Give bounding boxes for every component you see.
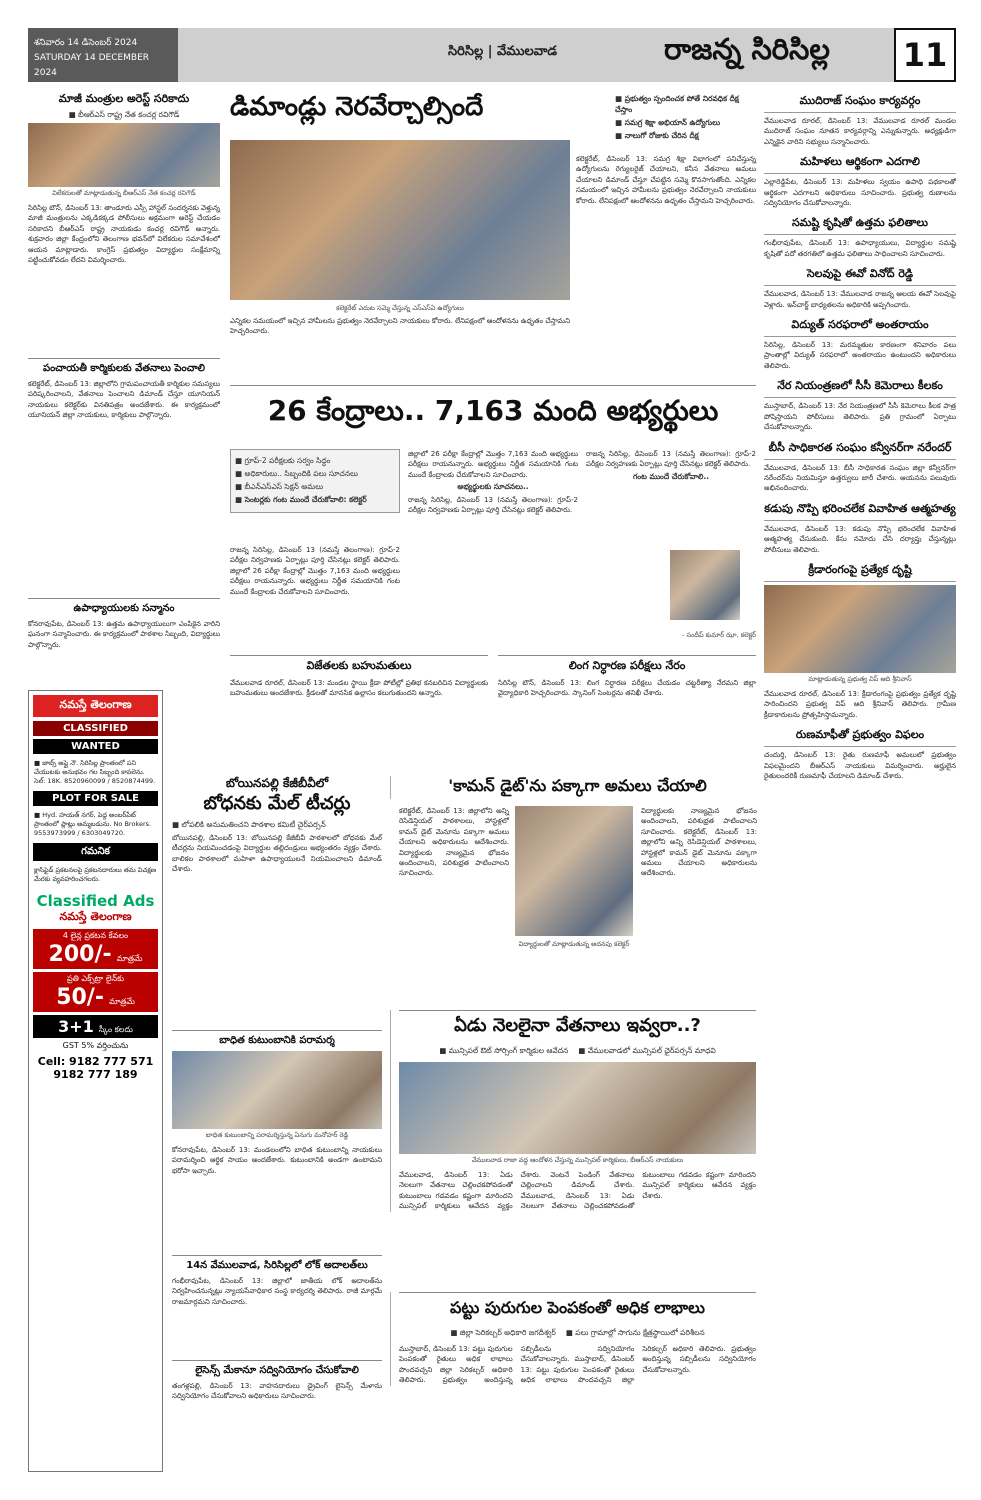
article-body xyxy=(172,1381,382,1402)
brief-article xyxy=(764,153,956,208)
headline: 14న వేములవాడ, సిరిసిల్లలో లోక్ అదాలత్‌లు xyxy=(186,1260,368,1271)
brief-body: వేములవాడ రూరల్, డిసెంబర్ 13: వేములవాడ రూరల్ మండల ముదిరాజ్ సంఘం నూతన కార్యవర్గాన్ని ఎన్నుకున్నారు. అధ్యక్షుడిగా ఎన్నికైన వారిని సభ్యులు సన్మానించారు. xyxy=(764,117,956,146)
divider xyxy=(399,1292,756,1293)
headline: 26 కేంద్రాలు.. 7,163 మంది అభ్యర్థులు xyxy=(267,394,719,427)
article-silk xyxy=(390,1292,756,1386)
caption: వేములవాడ రాజా వద్ద ఆందోళన చేస్తున్న మున్సిపల్ కార్మికులు, బీఆర్ఎస్ నాయకులు xyxy=(471,1156,684,1164)
article-body xyxy=(28,379,220,421)
tag: ■ మున్సిపల్ ఔట్ సోర్సింగ్ కార్మికుల ఆవేదన xyxy=(439,1046,569,1055)
ads-brand: Classified Ads xyxy=(36,892,155,910)
paragraph: వేములవాడ, డిసెంబర్ 13: ఏడు నెలలుగా వేతనాలు చెల్లించకపోవడంతో కుటుంబాలు గడవడం కష్టంగా మారిందని మున్సిపల్ కార్మికులు ఆవేదన వ్యక్తం చేశారు. xyxy=(399,1171,541,1211)
paragraph: కోనరావుపేట, డిసెంబర్ 13: ఉత్తమ ఉపాధ్యాయులుగా ఎంపికైన వారిని ఘనంగా సన్మానించారు. ఈ కార్యక్రమంలో పాఠశాల సిబ్బంది, విద్యార్థులు పాల్గొన్నారు. xyxy=(28,620,221,649)
classified-brand: నమస్తే తెలంగాణ xyxy=(33,695,158,717)
headline-line-2: బోధనకు మేల్ టీచర్లు xyxy=(203,793,351,814)
divider xyxy=(28,598,220,599)
paragraph: కోనరావుపేట, డిసెంబర్ 13: మండలంలోని బాధిత కుటుంబాన్ని నాయకులు పరామర్శించి ఆర్థిక సాయం అందజేశారు. కుటుంబానికి అండగా ఉంటామని భరోసా ఇచ్చారు. xyxy=(172,1146,382,1175)
tag: ■ పలు గ్రామాల్లో సాగును క్షేత్రస్థాయిలో పరిశీలన xyxy=(565,1328,705,1337)
brief-headline: నేర నియంత్రణలో సీసీ కెమెరాలు కీలకం xyxy=(764,377,956,398)
brief-article xyxy=(764,561,956,720)
paragraph: వెంటనే పెండింగ్ వేతనాలు చెల్లించాలని డిమాండ్ చేశారు. xyxy=(520,1171,635,1190)
subhead: ■ లోపలికి అనుమతించని పాఠశాల కమిటీ చైర్‌పర్సన్ xyxy=(172,820,326,829)
brief-headline: బీసీ సాధికారత సంఘం కన్వీనర్‌గా నరేందర్ xyxy=(764,439,956,460)
article-body xyxy=(399,1170,756,1212)
paragraph: బాలికల పాఠశాలలో మహిళా ఉపాధ్యాయులనే నియమించాలని డిమాండ్ చేశారు. xyxy=(172,854,382,874)
brief-headline: సెలవుపై ఈవో వినోద్ రెడ్డి xyxy=(764,265,956,286)
price-2-suffix: మాత్రమే xyxy=(109,997,135,1006)
article-body xyxy=(172,1145,382,1176)
divider xyxy=(172,1360,382,1361)
brief-headline: మహిళలు ఆర్థికంగా ఎదగాలి xyxy=(764,153,956,174)
article-salaries xyxy=(390,1010,756,1212)
price-box-2 xyxy=(33,972,158,1012)
headline: 'కామన్ డైట్'ను పక్కాగా అమలు చేయాలి xyxy=(448,776,707,795)
article-body xyxy=(498,678,756,699)
page-title: రాజన్న సిరిసిల్ల xyxy=(664,32,830,66)
phone-2: 9182 777 189 xyxy=(53,1068,138,1081)
tag-row xyxy=(399,1326,756,1341)
paragraph: విద్యార్థులకు నాణ్యమైన భోజనం అందించాలని, పరిశుభ్రత పాటించాలని సూచించారు. xyxy=(399,848,509,878)
divider xyxy=(172,1030,382,1031)
brief-article xyxy=(764,92,956,147)
paragraph: ఎన్నికల సమయంలో ఇచ్చిన హామీలను ప్రభుత్వం నెరవేర్చాలని నాయకులు కోరారు. లేనిపక్షంలో ఆందోళనను ఉధృతం చేస్తామని హెచ్చరించారు. xyxy=(576,175,756,205)
subhead: ■ బీఆర్ఎస్ రాష్ట్ర నేత కంచర్ల రవిగౌడ్ xyxy=(68,110,180,119)
notice-text: క్లాసిఫైడ్ ప్రకటనలపై ప్రకటనదారులు తమ విచక్షణ మేరకు వ్యవహరించగలరు. xyxy=(34,866,157,883)
bullet: ■ సమగ్ర శిక్షా అభియాన్ ఉద్యోగులు xyxy=(615,118,721,127)
brief-headline: విద్యుత్ సరఫరాలో అంతరాయం xyxy=(764,316,956,337)
caption: బాధిత కుటుంబాన్ని పరామర్శిస్తున్న ఏనుగు మనోహర్ రెడ్డి xyxy=(205,1131,349,1139)
caption: విలేకరులతో మాట్లాడుతున్న బీఆర్ఎస్ నేత కంచర్ల రవిగౌడ్ xyxy=(52,189,196,197)
box-item: ■ అధికారులు.. సిబ్బందికి పలు సూచనలు xyxy=(235,469,359,478)
wanted-text: ■ జాబ్స్ అప్లై నౌ. సిరిసిల్ల ప్రాంతంలో పని చేయుటకు అనుభవం గల సిబ్బంది కావలెను. సెల్: 18K. 8520960099 / 8520874499. xyxy=(34,759,156,785)
date-telugu: శనివారం 14 డిసెంబర్ 2024 xyxy=(34,38,138,48)
article-body xyxy=(172,1276,382,1307)
article-body xyxy=(230,545,400,597)
box-item: ■ బీఎన్ఎస్ఎస్ సెక్షన్ అమలు xyxy=(235,482,324,491)
brief-body: గంభీరావుపేట, డిసెంబర్ 13: ఉపాధ్యాయులు, విద్యార్థుల సమష్టి కృషితో పదో తరగతిలో ఉత్తమ ఫలితాలు సాధించాలని సూచించారు. xyxy=(764,239,956,258)
classified-ad-panel xyxy=(28,690,163,1472)
price-1-suffix: మాత్రమే xyxy=(116,954,143,963)
brief-article xyxy=(764,500,956,555)
ads-line: నమస్తే తెలంగాణ xyxy=(59,910,132,923)
brief-body: వేములవాడ రూరల్, డిసెంబర్ 13: క్రీడారంగంపై ప్రభుత్వం ప్రత్యేక దృష్టి సారించిందని ప్రభుత్వ విప్ ఆది శ్రీనివాస్ తెలిపారు. గ్రామీణ క్రీడాకారులను ప్రోత్సహిస్తామన్నారు. xyxy=(764,689,956,719)
price-box-1 xyxy=(33,929,158,969)
article-lok-adalat xyxy=(172,1255,382,1307)
paragraph: కలెక్టరేట్, డిసెంబర్ 13: సమగ్ర శిక్షా విభాగంలో పనిచేస్తున్న ఉద్యోగులను రెగ్యులరైజ్ చేయాలని, కనీస వేతనాలు అమలు చేయాలని డిమాండ్ చేస్తూ చేపట్టిన సమ్మె కొనసాగుతోంది. xyxy=(576,155,756,184)
photo xyxy=(515,806,633,936)
brief-body: చందుర్తి, డిసెంబర్ 13: రైతు రుణమాఫీ అమలులో ప్రభుత్వం విఫలమైందని బీఆర్ఎస్ నాయకులు విమర్శించారు. అర్హులైన రైతులందరికీ రుణమాఫీ చేయాలని డిమాండ్ చేశారు. xyxy=(764,751,956,780)
paragraph: తంగళ్లపల్లి, డిసెంబర్ 13: వాహనదారులు డ్రైవింగ్ లైసెన్స్ మేళాను సద్వినియోగం చేసుకోవాలని అధికారులు సూచించారు. xyxy=(172,1382,382,1401)
photo xyxy=(399,1062,756,1154)
classified-tag: CLASSIFIED xyxy=(33,721,158,736)
brief-body: ఎల్లారెడ్డిపేట, డిసెంబర్ 13: మహిళలు స్వయం ఉపాధి పథకాలతో ఆర్థికంగా ఎదగాలని అధికారులు సూచించారు. ప్రభుత్వ రుణాలను సద్వినియోగం చేసుకోవాలన్నారు. xyxy=(764,178,956,208)
plot-tag: PLOT FOR SALE xyxy=(33,791,158,806)
extra-label: ప్రతి ఎక్స్‌ట్రా లైన్‌కు xyxy=(66,974,125,983)
paragraph: ఈ కార్యక్రమంలో యూనియన్ జిల్లా నాయకులు, కార్మికులు పాల్గొన్నారు. xyxy=(28,400,220,420)
inner-heading: గంట ముందే చేరుకోవాలి.. xyxy=(632,471,710,481)
paragraph: ముస్తాబాద్, డిసెంబర్ 13: పట్టు పురుగుల పెంపకంతో రైతులు అధిక లాభాలు పొందవచ్చని జిల్లా సెరికల్చర్ అధికారి తెలిపారు. ప్రభుత్వం అందిస్తున్న సబ్సిడీలను సద్వినియోగం చేసుకోవాలన్నారు. xyxy=(399,1345,635,1385)
photo xyxy=(764,585,956,673)
brief-article xyxy=(764,265,956,310)
brief-body: సిరిసిల్ల, డిసెంబర్ 13: మరమ్మతుల కారణంగా శనివారం పలు ప్రాంతాల్లో విద్యుత్ సరఫరాలో అంతరాయం ఉంటుందని అధికారులు తెలిపారు. xyxy=(764,341,956,370)
article-body xyxy=(172,833,382,875)
article-kgbv xyxy=(172,776,382,875)
paragraph: సిరిసిల్ల టౌన్, డిసెంబర్ 13: లింగ నిర్ధారణ పరీక్షలు చేయడం చట్టరీత్యా నేరమని జిల్లా వైద్యాధికారి హెచ్చరించారు. స్కానింగ్ సెంటర్లను తనిఖీ చేశారు. xyxy=(498,679,756,698)
highlight-box xyxy=(230,449,400,513)
brief-headline: క్రీడారంగంపై ప్రత్యేక దృష్టి xyxy=(764,561,956,582)
headline: పంచాయతీ కార్మికులకు వేతనాలు పెంచాలి xyxy=(43,363,205,374)
paragraph: వేములవాడ, డిసెంబర్ 13: ఏడు నెలలుగా వేతనాలు చెల్లించకపోవడంతో కుటుంబాలు గడవడం కష్టంగా మారిందని మున్సిపల్ కార్మికులు ఆవేదన వ్యక్తం చేశారు. xyxy=(520,1171,756,1211)
headline: లింగ నిర్ధారణ పరీక్షలు నేరం xyxy=(568,659,686,672)
paragraph: జిల్లాలో 26 పరీక్షా కేంద్రాల్లో మొత్తం 7,163 మంది అభ్యర్థులు పరీక్షలు రాయనున్నారు. అభ్యర్థులు నిర్ణీత సమయానికి గంట ముందే కేంద్రాలకు చేరుకోవాలని సూచించారు. xyxy=(230,566,400,596)
divider xyxy=(498,655,756,656)
divider xyxy=(28,358,220,359)
price-1: 200/- xyxy=(48,942,112,967)
brief-body: వేములవాడ, డిసెంబర్ 13: వేములవాడ రాజన్న ఆలయ ఈవో సెలవుపై వెళ్లారు. ఇన్‌చార్జ్ బాధ్యతలను అధికారికి అప్పగించారు. xyxy=(764,290,956,309)
article-arrest xyxy=(28,92,220,265)
article-demands xyxy=(230,92,756,336)
paragraph: జిల్లాలో 26 పరీక్షా కేంద్రాల్లో మొత్తం 7,163 మంది అభ్యర్థులు పరీక్షలు రాయనున్నారు. అభ్యర్థులు నిర్ణీత సమయానికి గంట ముందే కేంద్రాలకు చేరుకోవాలని సూచించారు. xyxy=(408,450,578,479)
page-number: 11 xyxy=(894,28,956,82)
inner-heading: అభ్యర్థులకు సూచనలు.. xyxy=(457,482,529,492)
paragraph: గంభీరావుపేట, డిసెంబర్ 13: జిల్లాలో జాతీయ లోక్ అదాలత్‌ను నిర్వహించనున్నట్లు న్యాయసేవాధికార సంస్థ కార్యదర్శి తెలిపారు. రాజీ మార్గమే రాజమార్గమని సూచించారు. xyxy=(172,1277,382,1306)
article-body xyxy=(399,806,509,879)
brief-body: వేములవాడ, డిసెంబర్ 13: బీసీ సాధికారత సంఘం జిల్లా కన్వీనర్‌గా నరేందర్‌ను నియమిస్తూ ఉత్తర్వులు జారీ చేశారు. ఆయనను పలువురు అభినందించారు. xyxy=(764,463,956,493)
headline-line-1: బోయినపల్లి కేజీబీవీలో xyxy=(225,776,329,790)
caption: కలెక్టరేట్ ఎదుట సమ్మె చేస్తున్న ఎస్ఎస్ఏ ఉద్యోగులు xyxy=(336,304,464,312)
offer-text: స్కీం కలదు xyxy=(98,1025,133,1034)
article-license xyxy=(172,1360,382,1402)
section-label: సిరిసిల్ల | వేములవాడ xyxy=(448,44,557,59)
box-item: ■ సెంటర్లకు గంట ముందే చేరుకోవాలి: కలెక్టర్ xyxy=(235,495,367,504)
photo xyxy=(28,123,220,187)
paragraph: కలెక్టరేట్, డిసెంబర్ 13: జిల్లాలోని అన్ని రెసిడెన్షియల్ పాఠశాలలు, హాస్టళ్లలో కామన్ డైట్ మెనూను పక్కాగా అమలు చేయాలని అధికారులను ఆదేశించారు. xyxy=(641,827,758,878)
article-body-3 xyxy=(586,449,756,484)
article-panchayat xyxy=(28,358,220,421)
offer-box xyxy=(33,1015,158,1038)
right-column xyxy=(764,92,956,781)
brief-headline: రుణమాఫీతో ప్రభుత్వం విఫలం xyxy=(764,726,956,747)
paragraph: వేములవాడ రూరల్, డిసెంబర్ 13: మండల స్థాయి క్రీడా పోటీల్లో ప్రతిభ కనబరిచిన విద్యార్థులకు బహుమతులు అందజేశారు. క్రీడలతో మానసిక ఉల్లాసం కలుగుతుందని అన్నారు. xyxy=(230,679,488,698)
divider xyxy=(172,1255,382,1256)
tag: ■ వేములవాడలో మున్సిపల్ ఛైర్‌పర్సన్ మాధవి xyxy=(578,1046,716,1055)
paragraph: రాజన్న సిరిసిల్ల, డిసెంబర్ 13 (నమస్తే తెలంగాణ): గ్రూప్-2 పరీక్షల నిర్వహణకు ఏర్పాట్లు పూర్తి చేసినట్లు కలెక్టర్ తెలిపారు. xyxy=(586,450,756,469)
brief-headline: ముదిరాజ్ సంఘం కార్యవర్గం xyxy=(764,92,956,113)
article-common-diet xyxy=(390,776,758,948)
paragraph: విద్యార్థులకు నాణ్యమైన భోజనం అందించాలని, పరిశుభ్రత పాటించాలని సూచించారు. xyxy=(641,807,757,836)
tag: ■ జిల్లా సెరికల్చర్ అధికారి జగదీశ్వర్ xyxy=(450,1328,556,1337)
photo-caption: - సందీప్ కుమార్ ఝా, కలెక్టర్ xyxy=(682,631,756,639)
article-exam xyxy=(230,385,756,639)
bullet-list xyxy=(615,92,755,144)
article-teachers-honour xyxy=(28,598,220,650)
brief-article xyxy=(764,214,956,259)
caption: మాట్లాడుతున్న ప్రభుత్వ విప్ ఆది శ్రీనివాస్ xyxy=(808,674,912,683)
article-body-2 xyxy=(408,449,578,515)
masthead xyxy=(28,28,956,82)
caption: విద్యార్థులతో మాట్లాడుతున్న అదనపు కలెక్టర్ xyxy=(518,940,630,948)
phone-1: Cell: 9182 777 571 xyxy=(37,1055,154,1068)
wanted-tag: WANTED xyxy=(33,739,158,754)
box-item: ■ గ్రూప్-2 పరీక్షలకు సర్వం సిద్ధం xyxy=(235,456,331,465)
brief-article xyxy=(764,726,956,781)
brief-body: ముస్తాబాద్, డిసెంబర్ 13: నేర నియంత్రణలో సీసీ కెమెరాలు కీలక పాత్ర పోషిస్తాయని పోలీసులు తెలిపారు. ప్రతి గ్రామంలో ఏర్పాటు చేసుకోవాలన్నారు. xyxy=(764,402,956,432)
brief-article xyxy=(764,316,956,371)
paragraph: కలెక్టరేట్, డిసెంబర్ 13: జిల్లాలోని అన్ని రెసిడెన్షియల్ పాఠశాలలు, హాస్టళ్లలో కామన్ డైట్ మెనూను పక్కాగా అమలు చేయాలని అధికారులను ఆదేశించారు. xyxy=(399,807,509,847)
article-body xyxy=(399,1344,756,1386)
bullet: ■ నాలుగో రోజుకు చేరిన దీక్ష xyxy=(615,131,699,140)
article-relief xyxy=(172,1030,382,1176)
article-gender-test xyxy=(498,655,756,699)
paragraph: కలెక్టరేట్, డిసెంబర్ 13: జిల్లాలోని గ్రామపంచాయతీ కార్మికుల సమస్యలు పరిష్కరించాలని, వేతనాలు పెంచాలని డిమాండ్ చేస్తూ యూనియన్ నాయకులు కలెక్టర్‌కు వినతిపత్రం అందజేశారు. xyxy=(28,380,220,409)
headline: పట్టు పురుగుల పెంపకంతో అధిక లాభాలు xyxy=(450,1298,705,1317)
paragraph: రాజన్న సిరిసిల్ల, డిసెంబర్ 13 (నమస్తే తెలంగాణ): గ్రూప్-2 పరీక్షల నిర్వహణకు ఏర్పాట్లు పూర్తి చేసినట్లు కలెక్టర్ తెలిపారు. xyxy=(408,495,578,515)
plot-text: ■ Hyd. హయత్ నగర్, పెద్ద అంబర్‌పేట్ ప్రాంతంలో ప్లాట్లు అమ్మబడును. No Brokers. 9553973999 / 6303049720. xyxy=(34,811,152,837)
tag-row xyxy=(399,1044,756,1059)
paragraph: సిరిసిల్ల టౌన్, డిసెంబర్ 13: తాండూరు ఎస్సీ హాస్టల్ సందర్శనకు వెళ్తున్న మాజీ మంత్రులను ఎక్కడికక్కడ పోలీసులు అక్రమంగా అరెస్ట్ చేయడం సరికాదని బీఆర్ఎస్ రాష్ట్ర నాయకుడు కంచర్ల రవిగౌడ్ అన్నారు. xyxy=(28,204,220,233)
photo xyxy=(172,1051,382,1129)
headline: విజేతలకు బహుమతులు xyxy=(306,659,412,672)
price-2: 50/- xyxy=(56,985,104,1010)
paragraph: బోయినపల్లి, డిసెంబర్ 13: బోయినపల్లి కేజీబీవీ పాఠశాలలో బోధనకు మేల్ టీచర్లను నియమించడంపై విద్యార్థుల తల్లిదండ్రులు అభ్యంతరం వ్యక్తం చేశారు. xyxy=(172,834,382,853)
headline: మాజీ మంత్రుల అరెస్ట్ సరికాదు xyxy=(58,92,190,105)
article-body-2 xyxy=(641,806,757,879)
paragraph: శుక్రవారం జిల్లా కేంద్రంలోని తెలంగాణ భవన్‌లో విలేకరుల సమావేశంలో ఆయన మాట్లాడారు. కాంగ్రెస్ ప్రభుత్వం విద్యార్థుల సంక్షేమాన్ని పట్టించుకోవడం లేదని విమర్శించారు. xyxy=(28,235,220,265)
paragraph: ముస్తాబాద్, డిసెంబర్ 13: పట్టు పురుగుల పెంపకంతో రైతులు అధిక లాభాలు పొందవచ్చని జిల్లా సెరికల్చర్ అధికారి తెలిపారు. ప్రభుత్వం అందిస్తున్న సబ్సిడీలను సద్వినియోగం చేసుకోవాలన్నారు. xyxy=(520,1345,756,1385)
brief-body: వేములవాడ, డిసెంబర్ 13: కడుపు నొప్పి భరించలేక వివాహిత ఆత్మహత్య చేసుకుంది. కేసు నమోదు చేసి దర్యాప్తు చేస్తున్నట్లు పోలీసులు తెలిపారు. xyxy=(764,524,956,554)
notice-tag: గమనిక xyxy=(33,843,158,861)
article-body xyxy=(230,678,488,699)
divider xyxy=(230,655,488,656)
offer: 3+1 xyxy=(58,1017,94,1036)
brief-headline: కడుపు నొప్పి భరించలేక వివాహిత ఆత్మహత్య xyxy=(764,500,956,521)
date-english: SATURDAY 14 DECEMBER 2024 xyxy=(34,53,150,78)
bullet: ■ ప్రభుత్వం స్పందించక పోతే నిరవధిక దీక్ష చేస్తాం xyxy=(615,94,739,114)
headline: డిమాండ్లు నెరవేర్చాల్సిందే xyxy=(230,92,484,122)
headline: లైసెన్స్ మేకానూ సద్వినియోగం చేసుకోవాలి xyxy=(195,1365,359,1376)
article-body xyxy=(28,619,220,650)
collector-photo xyxy=(670,550,740,620)
headline: ఉపాధ్యాయులకు సన్మానం xyxy=(73,603,175,614)
article-body-bottom xyxy=(230,316,570,337)
paragraph: రాజన్న సిరిసిల్ల, డిసెంబర్ 13 (నమస్తే తెలంగాణ): గ్రూప్-2 పరీక్షల నిర్వహణకు ఏర్పాట్లు పూర్తి చేసినట్లు కలెక్టర్ తెలిపారు. xyxy=(230,546,400,565)
date-box xyxy=(28,28,178,82)
gst-note: GST 5% వర్తించును xyxy=(62,1041,129,1050)
lines-label: 4 లైన్ల ప్రకటన కేవలం xyxy=(62,931,129,940)
brief-article xyxy=(764,439,956,494)
protest-photo xyxy=(230,140,570,300)
headline: ఏడు నెలలైనా వేతనాలు ఇవ్వరా..? xyxy=(454,1015,701,1036)
article-body-right xyxy=(576,154,756,206)
paragraph: ఎన్నికల సమయంలో ఇచ్చిన హామీలను ప్రభుత్వం నెరవేర్చాలని నాయకులు కోరారు. లేనిపక్షంలో ఆందోళనను ఉధృతం చేస్తామని హెచ్చరించారు. xyxy=(230,317,570,336)
brief-headline: సమష్టి కృషితో ఉత్తమ ఫలితాలు xyxy=(764,214,956,235)
divider xyxy=(230,385,756,386)
article-sports xyxy=(230,655,488,699)
divider xyxy=(399,1010,756,1011)
brief-article xyxy=(764,377,956,432)
headline: బాధిత కుటుంబానికి పరామర్శ xyxy=(219,1035,335,1046)
article-body xyxy=(28,203,220,265)
